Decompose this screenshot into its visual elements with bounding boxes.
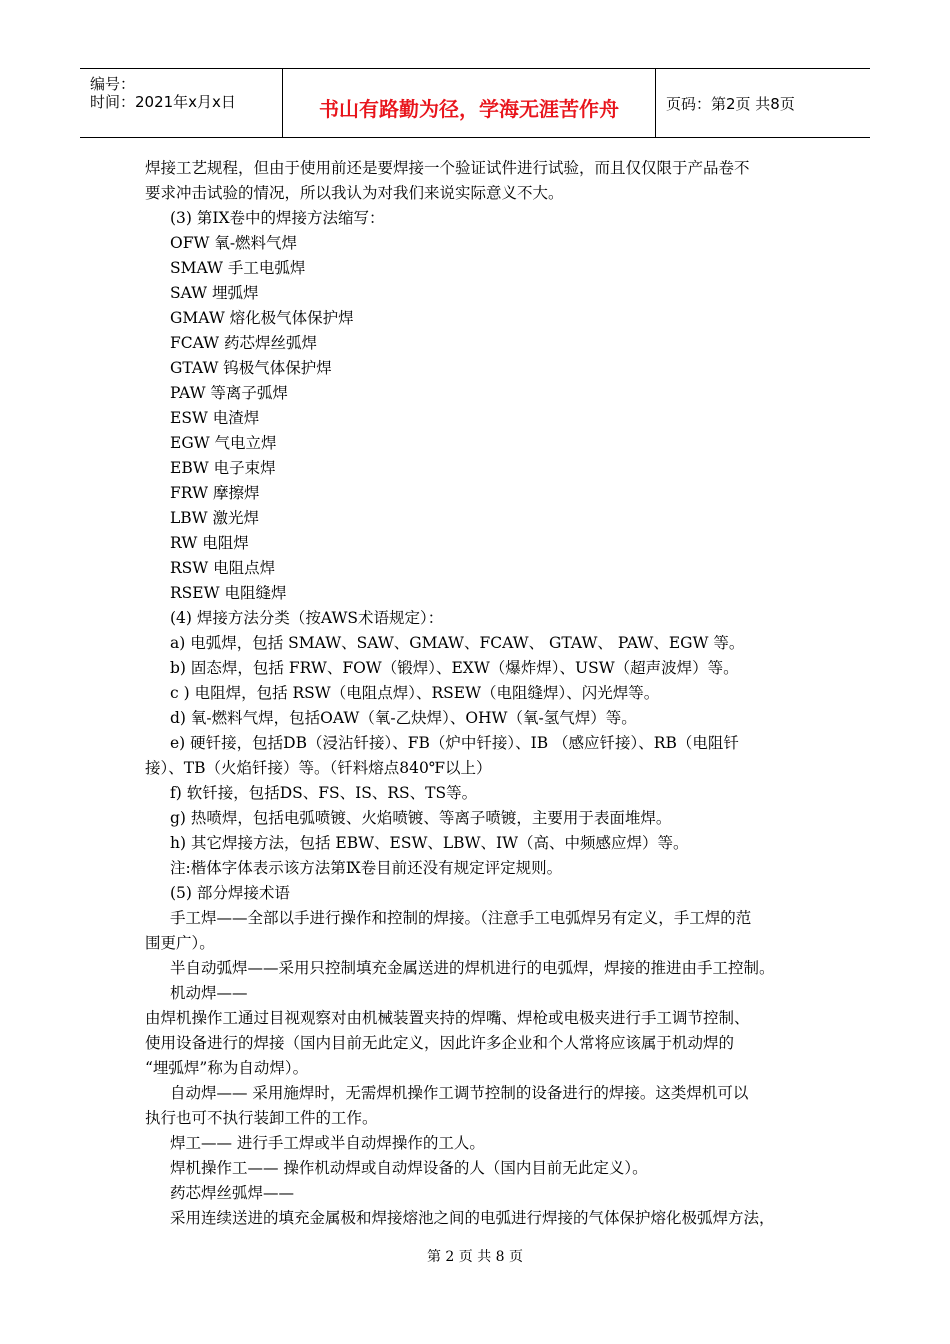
header-motto: 书山有路勤为径，学海无涯苦作舟 (319, 97, 619, 121)
text-line: 采用连续送进的填充金属极和焊接熔池之间的电弧进行焊接的气体保护熔化极弧焊方法， (170, 1209, 775, 1227)
text-line: c ) 电阻焊，包括 RSW（电阻点焊）、RSEW（电阻缝焊）、闪光焊等。 (170, 684, 660, 702)
text-line: 手工焊——全部以手进行操作和控制的焊接。（注意手工电弧焊另有定义，手工焊的范 (170, 909, 752, 927)
text-line: f) 软钎接，包括DS、FS、IS、RS、TS等。 (170, 784, 478, 802)
text-line: GMAW 熔化极气体保护焊 (170, 309, 354, 327)
text-line: 注:楷体字体表示该方法第Ⅸ卷目前还没有规定评定规则。 (170, 859, 563, 877)
text-line: FCAW 药芯焊丝弧焊 (170, 334, 318, 352)
text-line: RSW 电阻点焊 (170, 559, 276, 577)
text-line: “埋弧焊”称为自动焊）。 (145, 1059, 309, 1077)
text-line: 焊接工艺规程，但由于使用前还是要焊接一个验证试件进行试验，而且仅仅限于产品卷不 (145, 159, 750, 177)
document-number-label: 编号： (90, 75, 136, 93)
text-line: RW 电阻焊 (170, 534, 249, 552)
text-line: (4) 焊接方法分类（按AWS术语规定）： (170, 609, 444, 627)
text-line: GTAW 钨极气体保护焊 (170, 359, 332, 377)
text-line: g) 热喷焊，包括电弧喷镀、火焰喷镀、等离子喷镀，主要用于表面堆焊。 (170, 809, 672, 827)
text-line: FRW 摩擦焊 (170, 484, 260, 502)
text-line: PAW 等离子弧焊 (170, 384, 288, 402)
text-line: 执行也可不执行装卸工件的工作。 (145, 1109, 378, 1127)
header-page-cell (656, 69, 870, 137)
text-line: h) 其它焊接方法，包括 EBW、ESW、LBW、IW（高、中频感应焊）等。 (170, 834, 689, 852)
text-line: 药芯焊丝弧焊—— (170, 1184, 295, 1202)
text-line: e) 硬钎接，包括DB（浸沾钎接）、FB（炉中钎接）、IB （感应钎接）、RB（电阻钎 (170, 734, 739, 752)
text-line: (5) 部分焊接术语 (170, 884, 290, 902)
text-line: 焊机操作工—— 操作机动焊或自动焊设备的人（国内目前无此定义）。 (170, 1159, 648, 1177)
text-line: EBW 电子束焊 (170, 459, 276, 477)
text-line: SMAW 手工电弧焊 (170, 259, 306, 277)
text-line: b) 固态焊，包括 FRW、FOW（锻焊）、EXW（爆炸焊）、USW（超声波焊）等。 (170, 659, 739, 677)
text-line: ESW 电渣焊 (170, 409, 260, 427)
header-page-label: 页码：第2页 共8页 (666, 95, 795, 113)
text-line: 要求冲击试验的情况，所以我认为对我们来说实际意义不大。 (145, 184, 564, 202)
text-line: 接）、TB（火焰钎接）等。（钎料熔点840℉以上） (145, 759, 492, 777)
text-line: a) 电弧焊，包括 SMAW、SAW、GMAW、FCAW、 GTAW、 PAW、EGW 等。 (170, 634, 745, 652)
header-meta-cell (80, 69, 283, 137)
text-line: RSEW 电阻缝焊 (170, 584, 287, 602)
document-time-label: 时间：2021年x月x日 (90, 93, 236, 111)
text-line: 由焊机操作工通过目视观察对由机械装置夹持的焊嘴、焊枪或电极夹进行手工调节控制、 (145, 1009, 750, 1027)
text-line: LBW 激光焊 (170, 509, 260, 527)
text-line: 机动焊—— (170, 984, 248, 1002)
text-line: 围更广）。 (145, 934, 215, 952)
text-line: d) 氧-燃料气焊，包括OAW（氧-乙炔焊）、OHW（氧-氢气焊）等。 (170, 709, 637, 727)
text-line: 使用设备进行的焊接（国内目前无此定义，因此许多企业和个人常将应该属于机动焊的 (145, 1034, 735, 1052)
text-line: 自动焊—— 采用施焊时，无需焊机操作工调节控制的设备进行的焊接。这类焊机可以 (170, 1084, 749, 1102)
header-motto-cell (283, 69, 656, 137)
text-line: EGW 气电立焊 (170, 434, 277, 452)
page-header (80, 68, 870, 138)
text-line: 焊工—— 进行手工焊或半自动焊操作的工人。 (170, 1134, 485, 1152)
text-line: 半自动弧焊——采用只控制填充金属送进的焊机进行的电弧焊，焊接的推进由手工控制。 (170, 959, 775, 977)
text-line: OFW 氧-燃料气焊 (170, 234, 298, 252)
text-line: (3) 第IX卷中的焊接方法缩写： (170, 209, 385, 227)
text-line: SAW 埋弧焊 (170, 284, 259, 302)
page-footer: 第 2 页 共 8 页 (426, 1249, 524, 1265)
